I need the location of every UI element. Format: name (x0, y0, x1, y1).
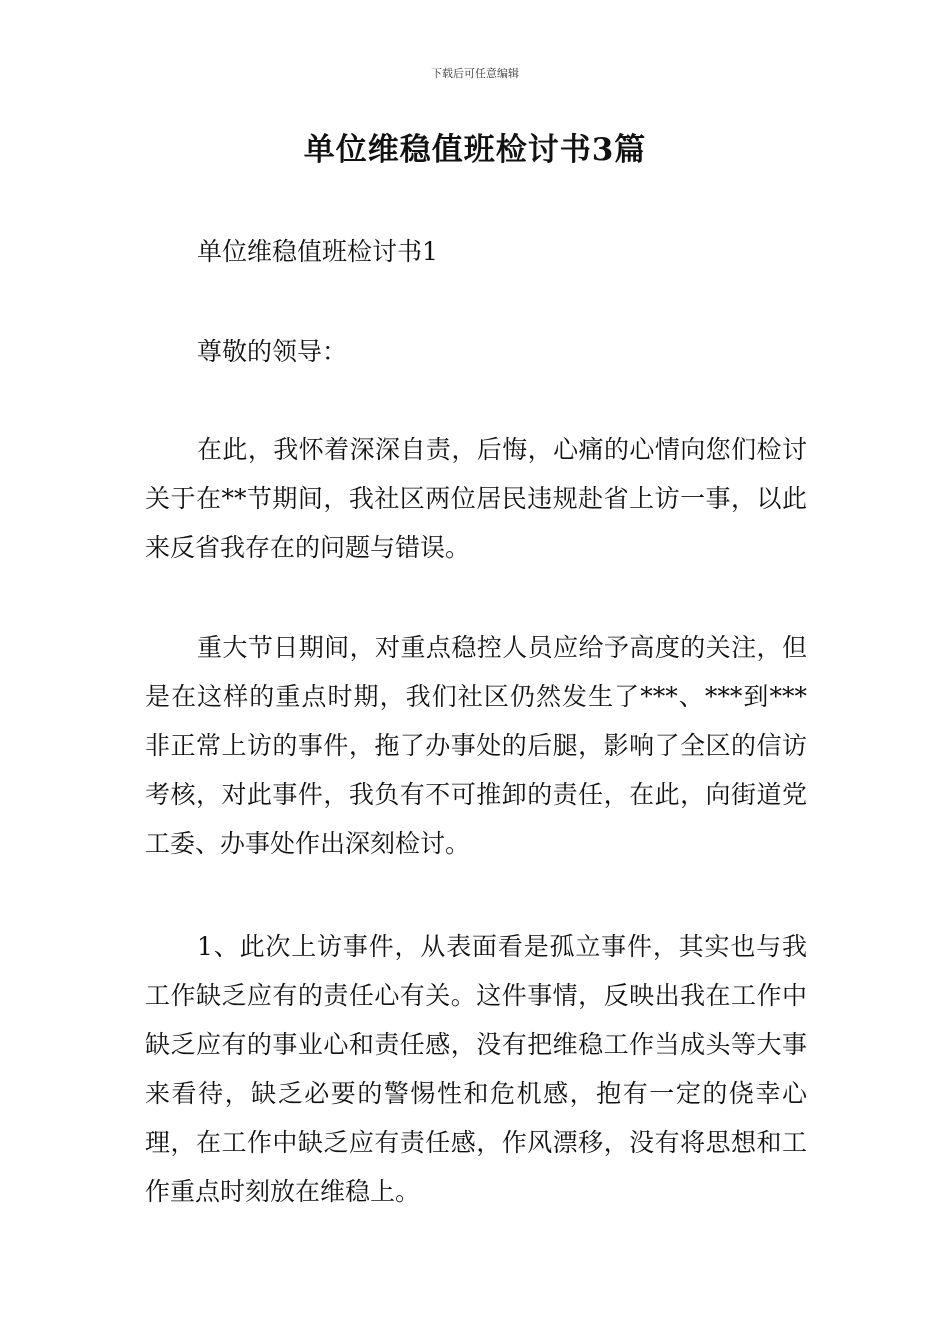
document-title: 单位维稳值班检讨书3篇 (303, 132, 647, 168)
paragraph-2: 重大节日期间，对重点稳控人员应给予高度的关注，但是在这样的重点时期，我们社区仍然发生了***、***到***非正常上访的事件，拖了办事处的后腿，影响了全区的信访考核，对此事件，我负有不可推卸的责任，在此，向街道党工委、办事处作出深刻检讨。 (145, 633, 807, 858)
header-note: 下载后可任意编辑 (431, 67, 519, 80)
section-subtitle: 单位维稳值班检讨书1 (197, 237, 438, 266)
paragraph-1: 在此，我怀着深深自责，后悔，心痛的心情向您们检讨关于在**节期间，我社区两位居民违规赴省上访一事，以此来反省我存在的问题与错误。 (145, 435, 807, 562)
salutation: 尊敬的领导： (197, 337, 348, 366)
paragraph-3: 1、此次上访事件，从表面看是孤立事件，其实也与我工作缺乏应有的责任心有关。这件事情，反映出我在工作中缺乏应有的事业心和责任感，没有把维稳工作当成头等大事来看待，缺乏必要的警惕性和危机感，抱有一定的侥幸心理，在工作中缺乏应有责任感，作风漂移，没有将思想和工作重点时刻放在维稳上。 (145, 932, 807, 1206)
